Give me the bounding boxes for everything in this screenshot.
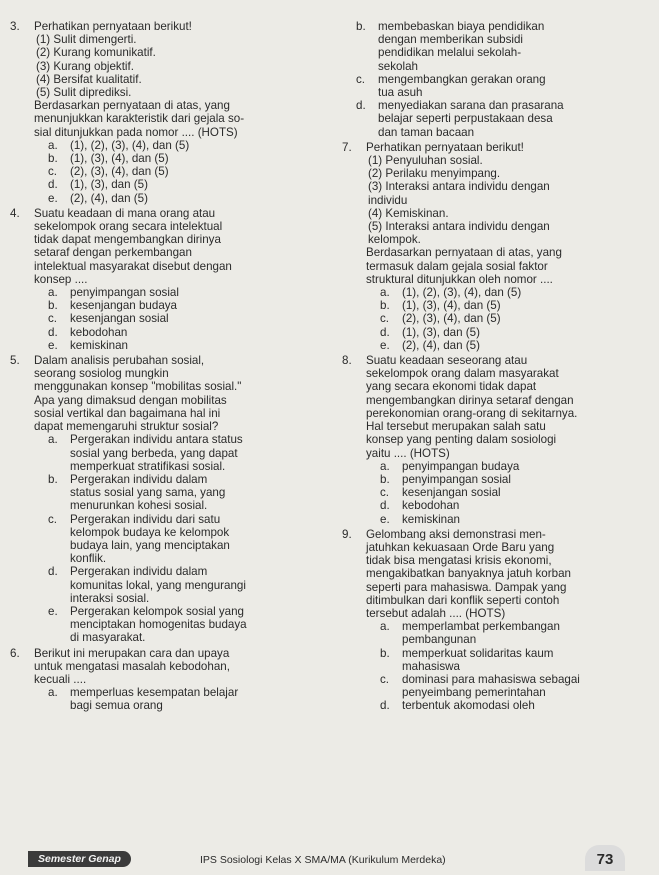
- option-text: [402, 620, 650, 646]
- answer-option: [342, 99, 650, 139]
- text-line: dan taman bacaan: [378, 125, 475, 139]
- option-letter: b.: [380, 472, 390, 486]
- statement-list: [366, 154, 650, 246]
- option-letter: b.: [380, 646, 390, 660]
- text-line: memperluas kesempatan belajar: [70, 686, 239, 700]
- text-line: (1), (2), (3), (4), dan (5): [70, 138, 190, 152]
- option-letter: c.: [380, 672, 390, 686]
- text-line: menyediakan sarana dan prasarana: [378, 99, 564, 113]
- text-line: kelompok budaya ke kelompok: [70, 525, 230, 539]
- option-letter: d.: [380, 325, 390, 339]
- option-text: [402, 286, 650, 299]
- text-line: (2), (4), dan (5): [70, 191, 148, 205]
- option-letter: e.: [48, 338, 58, 352]
- text-line: termasuk dalam gejala sosial faktor: [366, 259, 548, 273]
- answer-option: [34, 286, 328, 299]
- book-title: IPS Sosiologi Kelas X SMA/MA (Kurikulum Merdeka): [200, 854, 446, 866]
- question-number: 5.: [10, 354, 20, 368]
- answer-option: [34, 473, 328, 513]
- option-letter: a.: [48, 686, 58, 700]
- option-text: [378, 33, 650, 73]
- text-line: Hal tersebut merupakan salah satu: [366, 420, 546, 434]
- answer-option: [366, 699, 650, 712]
- option-text: [70, 339, 328, 352]
- option-text: [378, 20, 650, 33]
- options-list: [34, 286, 328, 352]
- option-letter: c.: [48, 312, 58, 326]
- text-line: Pergerakan individu dari satu: [70, 512, 221, 526]
- answer-option: [366, 299, 650, 312]
- option-letter: c.: [380, 486, 390, 500]
- answer-option: [366, 513, 650, 526]
- text-line: (1) Sulit dimengerti.: [36, 33, 137, 47]
- text-line: mengakibatkan banyaknya jatuh korban: [366, 567, 571, 581]
- text-line: bagi semua orang: [70, 699, 163, 713]
- text-line: yaitu .... (HOTS): [366, 446, 450, 460]
- semester-badge: Semester Genap: [28, 851, 131, 867]
- text-line: tersebut adalah .... (HOTS): [366, 606, 506, 620]
- question-body: [366, 141, 650, 352]
- text-line: memperlambat perkembangan: [402, 620, 560, 634]
- option-text: [402, 339, 650, 352]
- option-letter: b.: [356, 20, 366, 33]
- answer-option: [342, 73, 650, 99]
- text-line: Pergerakan kelompok sosial yang: [70, 604, 245, 618]
- answer-option: [342, 33, 650, 73]
- text-line: intelektual masyarakat disebut dengan: [34, 259, 232, 273]
- text-line: pembangunan: [402, 633, 477, 647]
- option-text: [70, 686, 328, 712]
- text-line: Pergerakan individu dalam: [70, 565, 208, 579]
- option-letter: d.: [380, 699, 390, 713]
- option-letter: a.: [380, 620, 390, 634]
- option-letter: d.: [380, 499, 390, 513]
- text-line: sosial yang berbeda, yang dapat: [70, 446, 238, 460]
- option-letter: c.: [48, 512, 58, 526]
- option-text: [402, 647, 650, 673]
- text-line: di masyarakat.: [70, 631, 146, 645]
- answer-option: [34, 686, 328, 712]
- answer-option: [366, 486, 650, 499]
- text-line: status sosial yang sama, yang: [70, 486, 226, 500]
- text-line: tua asuh: [378, 86, 423, 100]
- option-letter: a.: [380, 286, 390, 300]
- answer-option: [366, 460, 650, 473]
- option-letter: b.: [380, 299, 390, 313]
- text-line: dapat memengaruhi struktur sosial?: [34, 420, 219, 434]
- question-number: 3.: [10, 20, 20, 33]
- text-line: menunjukkan karakteristik dari gejala so-: [34, 112, 245, 126]
- option-text: [70, 192, 328, 205]
- question-number: 4.: [10, 206, 20, 220]
- text-line: Perhatikan pernyataan berikut!: [366, 140, 524, 154]
- option-text: [378, 73, 650, 99]
- option-text: [70, 152, 328, 165]
- option-letter: d.: [48, 325, 58, 339]
- answer-option: [342, 20, 650, 33]
- text-line: kelompok.: [368, 233, 421, 247]
- option-text: [402, 473, 650, 486]
- text-line: seperti para mahasiswa. Dampak yang: [366, 580, 567, 594]
- question-body: [34, 207, 328, 352]
- text-line: memperkuat stratifikasi sosial.: [70, 459, 226, 473]
- question: [8, 354, 328, 644]
- text-line: konsep yang penting dalam sosiologi: [366, 433, 557, 447]
- text-line: interaksi sosial.: [70, 591, 150, 605]
- option-text: [70, 473, 328, 513]
- answer-option: [34, 326, 328, 339]
- text-line: (2), (4), dan (5): [402, 338, 480, 352]
- text-line: (1), (3), (4), dan (5): [70, 152, 169, 166]
- text-line: mahasiswa: [402, 659, 460, 673]
- answer-option: [366, 286, 650, 299]
- text-line: (1), (3), (4), dan (5): [402, 299, 501, 313]
- text-line: (3) Interaksi antara individu dengan: [368, 180, 550, 194]
- option-text: [70, 165, 328, 178]
- text-line: komunitas lokal, yang mengurangi: [70, 578, 246, 592]
- text-line: kemiskinan: [402, 512, 460, 526]
- option-letter: c.: [356, 72, 366, 86]
- text-line: konsep ....: [34, 272, 88, 286]
- text-line: Pergerakan individu antara status: [70, 433, 243, 447]
- option-letter: b.: [48, 299, 58, 313]
- option-text: [70, 178, 328, 191]
- option-letter: a.: [380, 459, 390, 473]
- text-line: (5) Interaksi antara individu dengan: [368, 220, 550, 234]
- option-letter: c.: [48, 165, 58, 179]
- answer-option: [34, 433, 328, 473]
- text-line: (1), (2), (3), (4), dan (5): [402, 286, 522, 300]
- page-number: 73: [585, 845, 625, 871]
- question-body: [34, 647, 328, 713]
- option-text: [402, 299, 650, 312]
- option-letter: b.: [48, 152, 58, 166]
- text-line: individu: [368, 193, 408, 207]
- text-line: (4) Kemiskinan.: [368, 206, 449, 220]
- answer-option: [366, 647, 650, 673]
- text-line: (4) Bersifat kualitatif.: [36, 72, 142, 86]
- text-line: (1), (3), dan (5): [70, 178, 148, 192]
- text-line: (1) Penyuluhan sosial.: [368, 154, 483, 168]
- options-list: [366, 460, 650, 526]
- option-text: [70, 326, 328, 339]
- text-line: (2), (3), (4), dan (5): [70, 165, 169, 179]
- question-number: 7.: [342, 140, 352, 154]
- options-list: [366, 286, 650, 352]
- answer-option: [34, 339, 328, 352]
- option-text: [70, 139, 328, 152]
- text-line: (2), (3), (4), dan (5): [402, 312, 501, 326]
- text-line: menurunkan kohesi sosial.: [70, 499, 208, 513]
- text-line: struktural ditunjukkan oleh nomor ....: [366, 272, 553, 286]
- text-line: kesenjangan sosial: [402, 486, 501, 500]
- text-line: konflik.: [70, 552, 107, 566]
- option-text: [378, 99, 650, 139]
- text-line: tidak bisa mengatasi krisis ekonomi,: [366, 554, 552, 568]
- text-line: kesenjangan budaya: [70, 299, 178, 313]
- text-line: jatuhkan kekuasaan Orde Baru yang: [366, 540, 555, 554]
- answer-option: [34, 299, 328, 312]
- text-line: kesenjangan sosial: [70, 312, 169, 326]
- left-column: [8, 20, 328, 715]
- text-line: penyimpangan sosial: [70, 286, 179, 300]
- option-letter: d.: [48, 565, 58, 579]
- option-letter: d.: [48, 178, 58, 192]
- question: [8, 207, 328, 352]
- answer-option: [366, 620, 650, 646]
- answer-option: [34, 565, 328, 605]
- text-line: Gelombang aksi demonstrasi men-: [366, 527, 546, 541]
- question: [340, 141, 650, 352]
- text-line: yang secara ekonomi tidak dapat: [366, 380, 537, 394]
- text-line: dominasi para mahasiswa sebagai: [402, 672, 580, 686]
- text-line: seorang sosiolog mungkin: [34, 367, 169, 381]
- text-line: sosial vertikal dan bagaimana hal ini: [34, 406, 221, 420]
- answer-option: [34, 192, 328, 205]
- text-line: penyimpangan sosial: [402, 472, 511, 486]
- text-line: tidak dapat mengembangkan dirinya: [34, 233, 221, 247]
- text-line: sial ditunjukkan pada nomor .... (HOTS): [34, 125, 238, 139]
- answer-option: [34, 139, 328, 152]
- text-line: sekolah: [378, 59, 418, 73]
- text-line: menggunakan konsep "mobilitas sosial.": [34, 380, 242, 394]
- text-line: kebodohan: [70, 325, 128, 339]
- options-list: [34, 686, 328, 712]
- text-line: penyimpangan budaya: [402, 459, 520, 473]
- option-text: [70, 513, 328, 566]
- right-column: [340, 20, 650, 715]
- question: [340, 528, 650, 713]
- option-text: [70, 299, 328, 312]
- text-line: kecuali ....: [34, 672, 87, 686]
- option-text: [70, 433, 328, 473]
- text-line: Apa yang dimaksud dengan mobilitas: [34, 393, 227, 407]
- text-line: penyeimbang pemerintahan: [402, 686, 546, 700]
- option-text: [402, 326, 650, 339]
- options-list: [366, 620, 650, 712]
- option-text: [402, 513, 650, 526]
- text-line: pendidikan melalui sekolah-: [378, 46, 522, 60]
- text-line: mengembangkan gerakan orang: [378, 72, 546, 86]
- answer-option: [366, 673, 650, 699]
- option-text: [70, 286, 328, 299]
- question-body: [366, 528, 650, 713]
- answer-option: [34, 152, 328, 165]
- text-line: perekonomian orang-orang di sekitarnya.: [366, 406, 578, 420]
- option-text: [70, 312, 328, 325]
- text-line: Pergerakan individu dalam: [70, 472, 208, 486]
- option-letter: d.: [356, 99, 366, 113]
- text-line: terbentuk akomodasi oleh: [402, 699, 535, 713]
- option-text: [402, 499, 650, 512]
- text-line: Berdasarkan pernyataan di atas, yang: [366, 246, 562, 260]
- option-letter: e.: [48, 604, 58, 618]
- option-text: [402, 460, 650, 473]
- text-line: untuk mengatasi masalah kebodohan,: [34, 659, 230, 673]
- text-line: (5) Sulit diprediksi.: [36, 86, 132, 100]
- text-line: (2) Kurang komunikatif.: [36, 46, 156, 60]
- question: [340, 354, 650, 526]
- question-number: 6.: [10, 646, 20, 660]
- answer-option: [366, 473, 650, 486]
- option-letter: a.: [48, 286, 58, 300]
- option-letter: [342, 33, 378, 73]
- option-letter: a.: [48, 433, 58, 447]
- text-line: mengembangkan dirinya setaraf dengan: [366, 393, 574, 407]
- text-line: membebaskan biaya pendidikan: [378, 20, 545, 33]
- text-line: kemiskinan: [70, 338, 128, 352]
- text-line: (2) Perilaku menyimpang.: [368, 167, 501, 181]
- question-6-continued: [342, 20, 650, 139]
- option-text: [402, 673, 650, 699]
- answer-option: [34, 513, 328, 566]
- option-text: [402, 312, 650, 325]
- answer-option: [34, 605, 328, 645]
- question-number: 8.: [342, 354, 352, 368]
- text-line: (3) Kurang objektif.: [36, 59, 134, 73]
- answer-option: [366, 326, 650, 339]
- options-list: [34, 139, 328, 205]
- text-line: kebodohan: [402, 499, 460, 513]
- question-body: [366, 354, 650, 526]
- text-line: setaraf dengan perkembangan: [34, 246, 192, 260]
- text-line: Perhatikan pernyataan berikut!: [34, 20, 192, 33]
- text-line: memperkuat solidaritas kaum: [402, 646, 554, 660]
- text-line: dengan memberikan subsidi: [378, 33, 524, 47]
- option-letter: e.: [48, 191, 58, 205]
- text-line: menciptakan homogenitas budaya: [70, 618, 247, 632]
- option-letter: e.: [380, 338, 390, 352]
- option-letter: e.: [380, 512, 390, 526]
- question-body: [34, 20, 328, 205]
- option-letter: a.: [48, 138, 58, 152]
- question: [8, 20, 328, 205]
- question: [8, 647, 328, 713]
- text-line: (1), (3), dan (5): [402, 325, 480, 339]
- answer-option: [366, 499, 650, 512]
- answer-option: [34, 178, 328, 191]
- answer-option: [366, 312, 650, 325]
- page-footer: [0, 843, 659, 871]
- options-list: [34, 433, 328, 644]
- text-line: sekelompok orang secara intelektual: [34, 220, 223, 234]
- text-line: Suatu keadaan di mana orang atau: [34, 206, 216, 220]
- question-number: 9.: [342, 527, 352, 541]
- option-text: [70, 565, 328, 605]
- text-line: belajar seperti perpustakaan desa: [378, 112, 553, 126]
- option-letter: c.: [380, 312, 390, 326]
- option-text: [402, 486, 650, 499]
- question-body: [34, 354, 328, 644]
- text-line: sekelompok orang dalam masyarakat: [366, 367, 559, 381]
- option-text: [402, 699, 650, 712]
- text-line: Suatu keadaan seseorang atau: [366, 354, 528, 368]
- option-text: [70, 605, 328, 645]
- text-line: Berikut ini merupakan cara dan upaya: [34, 646, 230, 660]
- answer-option: [34, 165, 328, 178]
- option-letter: b.: [48, 472, 58, 486]
- text-line: ditimbulkan dari konflik seperti contoh: [366, 593, 560, 607]
- text-line: Dalam analisis perubahan sosial,: [34, 354, 205, 368]
- text-line: Berdasarkan pernyataan di atas, yang: [34, 99, 230, 113]
- answer-option: [34, 312, 328, 325]
- text-line: budaya lain, yang menciptakan: [70, 538, 230, 552]
- statement-list: [34, 33, 328, 99]
- answer-option: [366, 339, 650, 352]
